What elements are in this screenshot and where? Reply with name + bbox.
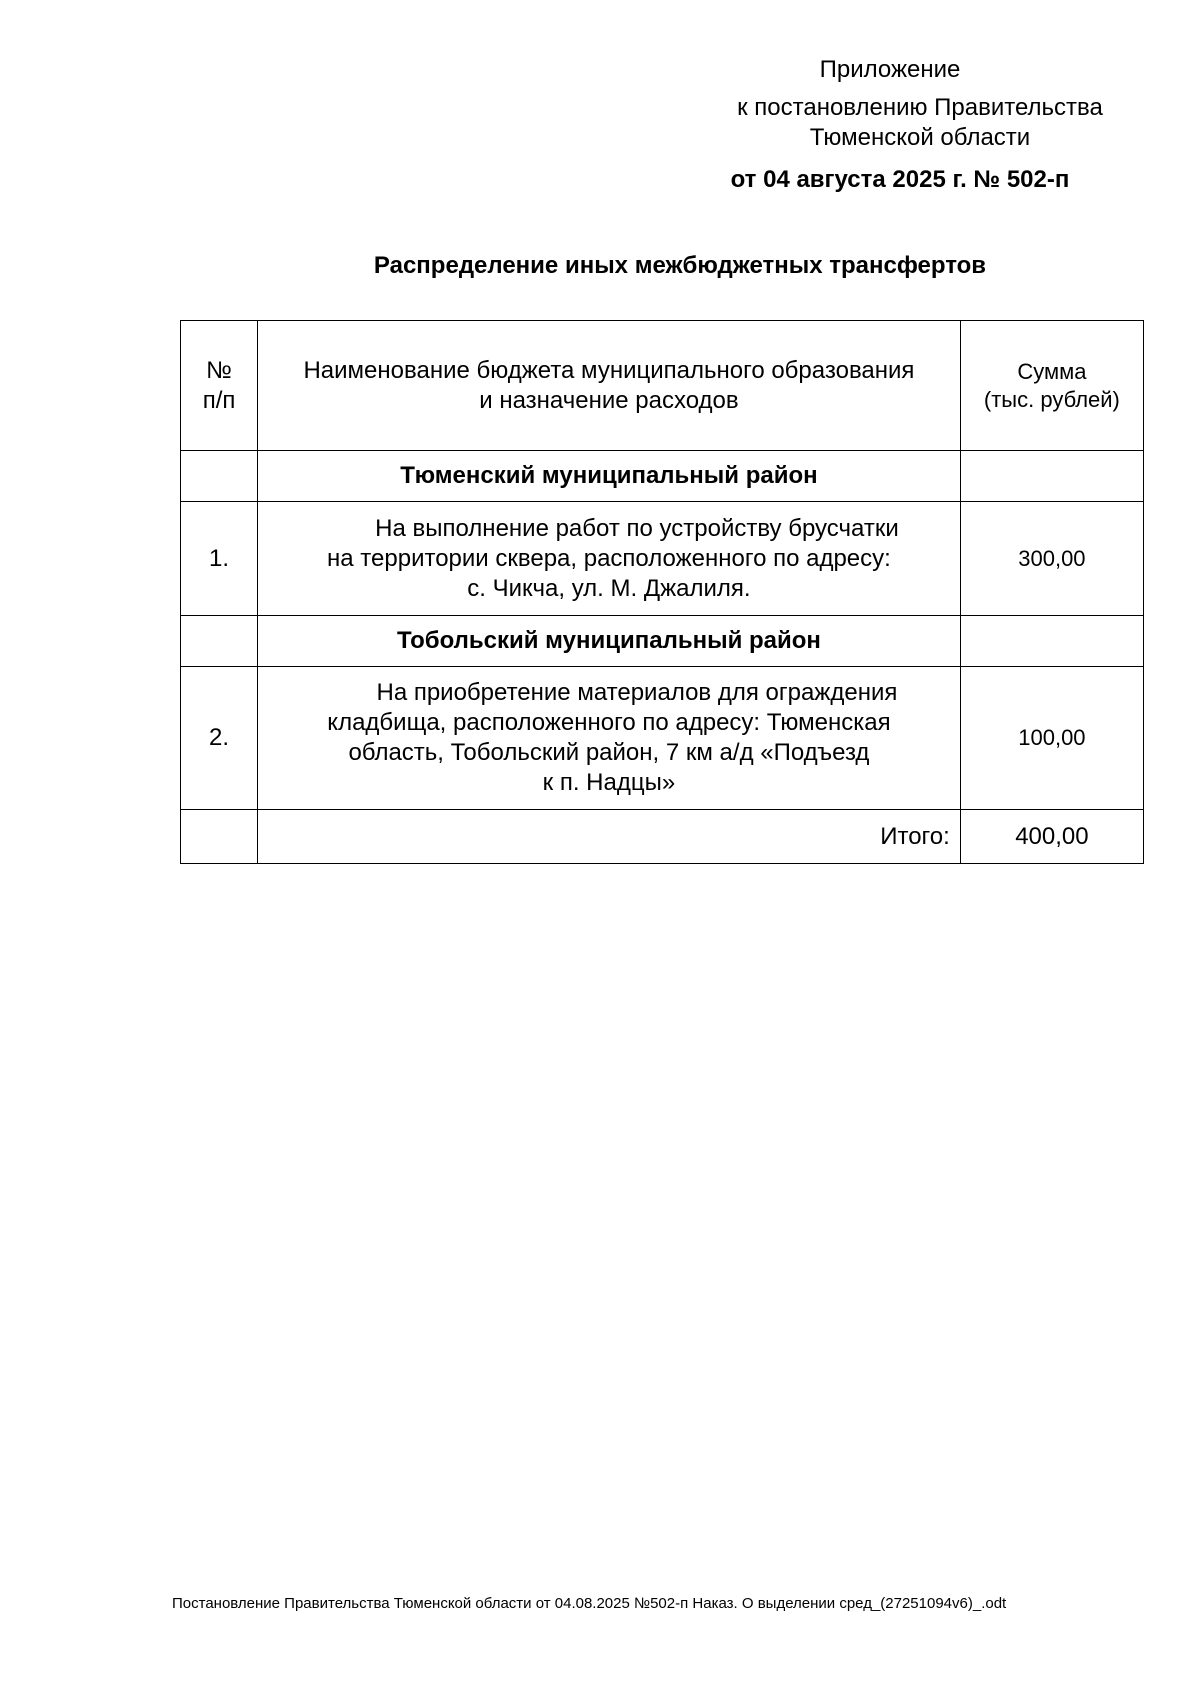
header-sum-line2: (тыс. рублей) xyxy=(983,386,1120,412)
district-empty-sum xyxy=(960,451,1143,502)
item-line: с. Чикча, ул. М. Джалиля. xyxy=(467,574,751,602)
item-line: На приобретение материалов для ограждения xyxy=(376,679,898,706)
header-name-line1: Наименование бюджета муниципального образования xyxy=(303,356,915,384)
appendix-label: Приложение xyxy=(819,56,961,83)
appendix-header xyxy=(680,55,1160,195)
footer-filename: Постановление Правительства Тюменской области от 04.08.2025 №502-п Наказ. О выделении сред_(27251094v6)_.odt xyxy=(172,1595,1007,1612)
district-row-tyumen xyxy=(181,451,1144,502)
item-line: на территории сквера, расположенного по адресу: xyxy=(327,544,891,572)
decree-line-1: к постановлению Правительства xyxy=(737,94,1103,121)
item-line: кладбища, расположенного по адресу: Тюменская xyxy=(327,709,891,736)
district-empty-num xyxy=(181,616,258,667)
decree-line-2: Тюменской области xyxy=(809,124,1031,151)
total-value: 400,00 xyxy=(960,810,1143,864)
item-sum: 300,00 xyxy=(960,502,1143,616)
decree-date-number: от 04 августа 2025 г. № 502-п xyxy=(730,166,1070,193)
district-name: Тюменский муниципальный район xyxy=(258,451,961,502)
item-num: 2. xyxy=(181,667,258,810)
header-num-line2: п/п xyxy=(202,386,236,414)
transfers-table xyxy=(180,320,1144,864)
item-description xyxy=(258,667,961,810)
district-name: Тобольский муниципальный район xyxy=(258,616,961,667)
item-line: область, Тобольский район, 7 км а/д «Подъезд xyxy=(348,739,870,766)
header-name-line2: и назначение расходов xyxy=(479,386,739,414)
district-empty-num xyxy=(181,451,258,502)
table-header-row xyxy=(181,321,1144,451)
table-row xyxy=(181,502,1144,616)
district-row-tobolsk xyxy=(181,616,1144,667)
item-line: к п. Надцы» xyxy=(542,769,676,796)
item-sum: 100,00 xyxy=(960,667,1143,810)
item-line: На выполнение работ по устройству брусчатки xyxy=(375,514,899,542)
table-row xyxy=(181,667,1144,810)
total-row xyxy=(181,810,1144,864)
header-sum-line1: Сумма xyxy=(1017,358,1087,384)
header-sum-cell xyxy=(960,321,1143,451)
total-label: Итого: xyxy=(258,810,961,864)
header-num-cell xyxy=(181,321,258,451)
header-name-cell xyxy=(258,321,961,451)
total-empty-num xyxy=(181,810,258,864)
header-num-line1: № xyxy=(206,356,232,384)
item-num: 1. xyxy=(181,502,258,616)
item-description xyxy=(258,502,961,616)
district-empty-sum xyxy=(960,616,1143,667)
document-title: Распределение иных межбюджетных трансфертов xyxy=(373,252,987,279)
